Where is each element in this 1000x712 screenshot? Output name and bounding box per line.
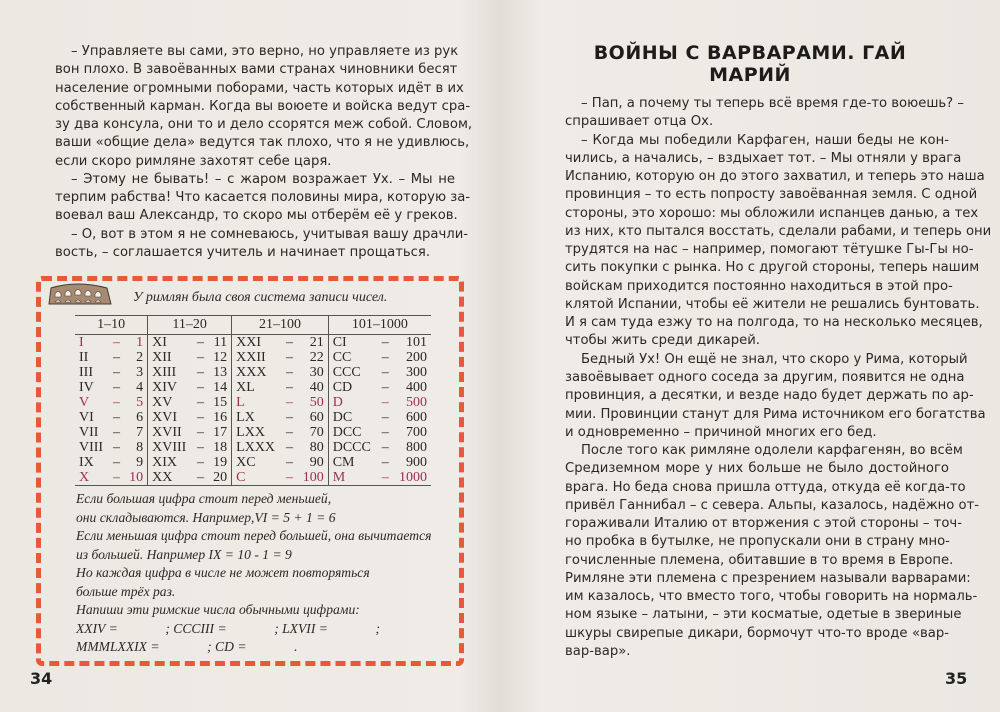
- roman-numeral: VII: [79, 425, 99, 440]
- roman-numeral: CM: [328, 455, 378, 470]
- dash: –: [112, 350, 120, 365]
- arabic-value: 2: [136, 350, 144, 365]
- dash: –: [381, 395, 389, 410]
- table-row: [75, 365, 431, 380]
- roman-numeral: XI: [148, 335, 194, 351]
- column-header: 1–10: [75, 316, 148, 335]
- table-row: [75, 440, 431, 455]
- arabic-value: 10: [123, 470, 147, 486]
- text-line: из них, кто пытался восстать, сделали рабами, и теперь они: [565, 223, 992, 239]
- text-line: воевал ваш Александр, то скоро мы отберём её у греков.: [55, 208, 458, 224]
- roman-numeral: IV: [79, 380, 94, 395]
- arabic-value: 7: [136, 425, 144, 440]
- arabic-value: 300: [406, 365, 427, 380]
- roman-numeral: II: [79, 350, 89, 365]
- dash: –: [112, 425, 120, 440]
- dash: –: [112, 455, 120, 470]
- text-line: мии. Провинции станут для Рима источником его богатства: [565, 406, 986, 422]
- rule-line: из большей. Например IX = 10 - 1 = 9: [76, 546, 292, 562]
- dash: –: [197, 335, 204, 350]
- arabic-value: 12: [213, 350, 228, 365]
- arabic-value: 16: [213, 410, 228, 425]
- arabic-value: 100: [297, 470, 329, 486]
- arabic-value: 40: [309, 380, 324, 395]
- roman-numeral: XIX: [148, 455, 194, 470]
- dash: –: [197, 425, 204, 440]
- arabic-value: 1: [136, 335, 144, 350]
- rule-line: Напиши эти римские числа обычными цифрами:: [76, 602, 360, 617]
- roman-numeral: LXXX: [232, 440, 283, 455]
- roman-numeral: X: [75, 470, 109, 486]
- text-line: войскам приходится постоянно находиться в этой про-: [565, 278, 953, 294]
- dash: –: [381, 365, 389, 380]
- dash: –: [381, 335, 389, 350]
- arabic-value: 22: [309, 350, 324, 365]
- roman-numeral: XVII: [148, 425, 194, 440]
- chapter-title: ВОЙНЫ С ВАРВАРАМИ. ГАЙ МАРИЙ: [593, 42, 907, 86]
- arabic-value: 19: [213, 455, 228, 470]
- dash: –: [381, 380, 389, 395]
- table-row: [75, 350, 431, 365]
- roman-numeral: LXX: [232, 425, 283, 440]
- dash: –: [197, 410, 204, 425]
- roman-numeral: XVI: [148, 410, 194, 425]
- roman-numeral: XX: [148, 470, 194, 486]
- arabic-value: 18: [213, 440, 228, 455]
- arabic-value: 200: [406, 350, 427, 365]
- rule-line: MMMLXXIX = ; CD = .: [76, 639, 298, 654]
- text-line: если скоро римляне захотят себе царя.: [55, 153, 332, 169]
- arabic-value: 30: [309, 365, 324, 380]
- arabic-value: 1000: [392, 470, 431, 486]
- dash: –: [112, 380, 120, 395]
- text-line: вость, – соглашается учитель и начинает прощаться.: [55, 244, 431, 260]
- text-line: ваши «общие дела» ведутся так плохо, что я не удивлюсь,: [55, 135, 470, 151]
- text-line: – Когда мы победили Карфаген, наши беды не кон-: [581, 132, 949, 148]
- text-line: ном языке – латыни, – эти косматые, одетые в звериные: [565, 607, 962, 623]
- text-line: провинция – то есть попросту завоёванная земля. С одной: [565, 187, 978, 203]
- arabic-value: 70: [309, 425, 324, 440]
- arabic-value: 20: [208, 470, 232, 486]
- text-line: терпим рабства! Что касается половины мира, которую за-: [55, 190, 471, 206]
- dash: –: [109, 470, 123, 486]
- text-line: Бедный Ух! Он ещё не знал, что скоро у Рима, который: [581, 351, 968, 367]
- roman-numeral: VIII: [79, 440, 104, 455]
- dash: –: [286, 365, 294, 380]
- text-line: вар-вар».: [565, 643, 631, 659]
- dash: –: [286, 380, 294, 395]
- roman-numeral: V: [79, 395, 90, 410]
- text-line: – О, вот в этом я не сомневаюсь, учитывая вашу драчли-: [71, 226, 469, 242]
- right-page-text: [565, 95, 992, 661]
- text-line: и одновременно – причиной многих его бед.: [565, 424, 877, 440]
- roman-numeral: DCC: [328, 425, 378, 440]
- text-line: но пробка в бутылке, не пропускали они в страну мно-: [565, 534, 950, 550]
- roman-numeral: XII: [148, 350, 194, 365]
- dash: –: [286, 455, 294, 470]
- dash: –: [194, 470, 208, 486]
- dash: –: [112, 440, 120, 455]
- text-line: завоёвывает одного соседа за другим, появится не одна: [565, 369, 965, 385]
- arabic-value: 6: [136, 410, 144, 425]
- column-header: 11–20: [148, 316, 232, 335]
- roman-numeral: XV: [148, 395, 194, 410]
- roman-numeral: C: [232, 470, 283, 486]
- box-intro: У римлян была своя система записи чисел.: [133, 290, 388, 305]
- text-line: шкуры свирепые дикари, бормочут что-то вроде «вар-: [565, 625, 949, 641]
- roman-numeral: CC: [328, 350, 378, 365]
- rule-line: больше трёх раз.: [76, 583, 176, 599]
- table-row: [75, 380, 431, 395]
- dash: –: [112, 365, 120, 380]
- dash: –: [197, 350, 204, 365]
- arabic-value: 50: [309, 395, 324, 410]
- roman-numeral: XXI: [232, 335, 283, 351]
- table-row: [75, 395, 431, 410]
- text-line: собственный карман. Когда вы воюете и войска ведут сра-: [55, 98, 471, 114]
- roman-numeral: LX: [232, 410, 283, 425]
- text-line: стороны, это хорошо: мы обложили испанцев данью, а тех: [565, 205, 979, 221]
- dash: –: [112, 395, 120, 410]
- dash: –: [286, 350, 294, 365]
- roman-numeral: DC: [328, 410, 378, 425]
- page-number-left: 34: [30, 669, 53, 688]
- left-page-text: [55, 43, 473, 262]
- roman-numeral: CD: [328, 380, 378, 395]
- text-line: гораживали Италию от вторжения с этой стороны – точ-: [565, 516, 962, 532]
- table-row: [75, 470, 431, 486]
- dash: –: [197, 380, 204, 395]
- dash: –: [286, 395, 294, 410]
- arabic-value: 900: [406, 455, 427, 470]
- roman-numeral: XC: [232, 455, 283, 470]
- table-row: [75, 335, 431, 351]
- text-line: трудятся на нас – например, помогают тётушке Гы-Гы но-: [565, 242, 974, 258]
- dash: –: [197, 395, 204, 410]
- roman-numeral: VI: [79, 410, 94, 425]
- dash: –: [378, 470, 392, 486]
- arabic-value: 21: [309, 335, 324, 350]
- roman-numeral: CI: [328, 335, 378, 351]
- dash: –: [197, 455, 204, 470]
- roman-numeral: L: [232, 395, 283, 410]
- text-line: – Управляете вы сами, это верно, но управляете из рук: [71, 44, 459, 59]
- dash: –: [381, 425, 389, 440]
- dash: –: [381, 440, 389, 455]
- dash: –: [112, 335, 120, 350]
- text-line: – Этому не бывать! – с жаром возражает Ух. – Мы не: [71, 171, 455, 187]
- roman-numeral: IX: [79, 455, 94, 470]
- roman-numeral: DCCC: [328, 440, 378, 455]
- text-line: чтобы жить среди дикарей.: [565, 333, 760, 349]
- roman-numeral: XXII: [232, 350, 283, 365]
- arabic-value: 80: [309, 440, 324, 455]
- rule-line: они складываются. Например,VI = 5 + 1 = 6: [76, 509, 336, 525]
- table-row: [75, 455, 431, 470]
- dash: –: [112, 410, 120, 425]
- dash: –: [381, 410, 389, 425]
- arabic-value: 5: [136, 395, 144, 410]
- arabic-value: 800: [406, 440, 427, 455]
- dash: –: [197, 365, 204, 380]
- roman-rules-exercise: [76, 490, 446, 657]
- roman-numeral: XL: [232, 380, 283, 395]
- arabic-value: 9: [136, 455, 144, 470]
- text-line: привёл Ганнибал – с севера. Альпы, казалось, надёжно от-: [565, 497, 980, 513]
- arabic-value: 600: [406, 410, 427, 425]
- arabic-value: 14: [213, 380, 228, 395]
- arabic-value: 90: [309, 455, 324, 470]
- text-line: – Пап, а почему ты теперь всё время где-то воюешь? –: [581, 96, 964, 111]
- coliseum-icon: [47, 282, 113, 306]
- text-line: После того как римляне одолели карфагенян, во всём: [581, 443, 963, 459]
- table-row: [75, 425, 431, 440]
- text-line: врага. Но беда снова пришла оттуда, откуда её когда-то: [565, 479, 966, 495]
- text-line: И я сам туда езжу то на полгода, то на несколько месяцев,: [565, 315, 983, 331]
- text-line: чились, а начались, – вздыхает тот. – Мы отняли у врага: [565, 150, 962, 166]
- dash: –: [286, 425, 294, 440]
- text-line: клятой Испании, чтобы её жители не решались бунтовать.: [565, 296, 980, 312]
- arabic-value: 13: [213, 365, 228, 380]
- dash: –: [286, 440, 294, 455]
- roman-numeral: D: [328, 395, 378, 410]
- table-row: [75, 410, 431, 425]
- page-number-right: 35: [945, 669, 968, 688]
- arabic-value: 500: [406, 395, 427, 410]
- roman-numerals-table: [75, 315, 431, 486]
- arabic-value: 4: [136, 380, 144, 395]
- dash: –: [286, 410, 294, 425]
- roman-numeral: XXX: [232, 365, 283, 380]
- arabic-value: 700: [406, 425, 427, 440]
- arabic-value: 400: [406, 380, 427, 395]
- rule-line: Но каждая цифра в числе не может повторяться: [76, 565, 370, 580]
- dash: –: [283, 470, 297, 486]
- arabic-value: 11: [213, 335, 228, 350]
- rule-line: Если большая цифра стоит перед меньшей,: [76, 491, 332, 506]
- dash: –: [286, 335, 294, 350]
- column-header: 21–100: [232, 316, 329, 335]
- roman-numeral: CCC: [328, 365, 378, 380]
- text-line: вон плохо. В завоёванных вами странах чиновники бесят: [55, 62, 458, 78]
- dash: –: [381, 455, 389, 470]
- roman-numeral: XIV: [148, 380, 194, 395]
- column-header: 101–1000: [328, 316, 431, 335]
- text-line: им казалось, что вместо того, чтобы говорить на нормаль-: [565, 589, 978, 605]
- roman-numeral: XVIII: [148, 440, 194, 455]
- arabic-value: 15: [213, 395, 228, 410]
- roman-numeral: III: [79, 365, 93, 380]
- roman-numeral: XIII: [148, 365, 194, 380]
- rule-line: XXIV = ; CCCIII = ; LXVII = ;: [76, 620, 381, 636]
- text-line: спрашивает отца Ох.: [565, 114, 714, 130]
- text-line: Испанию, которую он до этого захватил, и теперь это наша: [565, 169, 985, 185]
- text-line: сить покупки с рынка. Но с другой стороны, теперь нашим: [565, 260, 980, 276]
- text-line: население огромными поборами, часть которых идёт в их: [55, 80, 464, 96]
- rule-line: Если меньшая цифра стоит перед большей, она вычитается: [76, 528, 432, 543]
- roman-numeral: M: [328, 470, 378, 486]
- arabic-value: 17: [213, 425, 228, 440]
- dash: –: [381, 350, 389, 365]
- roman-numeral: I: [79, 335, 84, 350]
- arabic-value: 60: [309, 410, 324, 425]
- text-line: гочисленные племена, обитавшие в то время в Европе.: [565, 552, 954, 568]
- text-line: провинция, а десятки, и везде надо будет держать по ар-: [565, 388, 974, 404]
- text-line: Римляне эти племена с презрением называли варварами:: [565, 570, 971, 586]
- text-line: зу два консула, они то и дело ссорятся меж собой. Словом,: [55, 117, 473, 133]
- arabic-value: 101: [406, 335, 427, 350]
- arabic-value: 3: [136, 365, 144, 380]
- dash: –: [197, 440, 204, 455]
- arabic-value: 8: [136, 440, 144, 455]
- text-line: Средиземном море у них больше не было достойного: [565, 461, 949, 477]
